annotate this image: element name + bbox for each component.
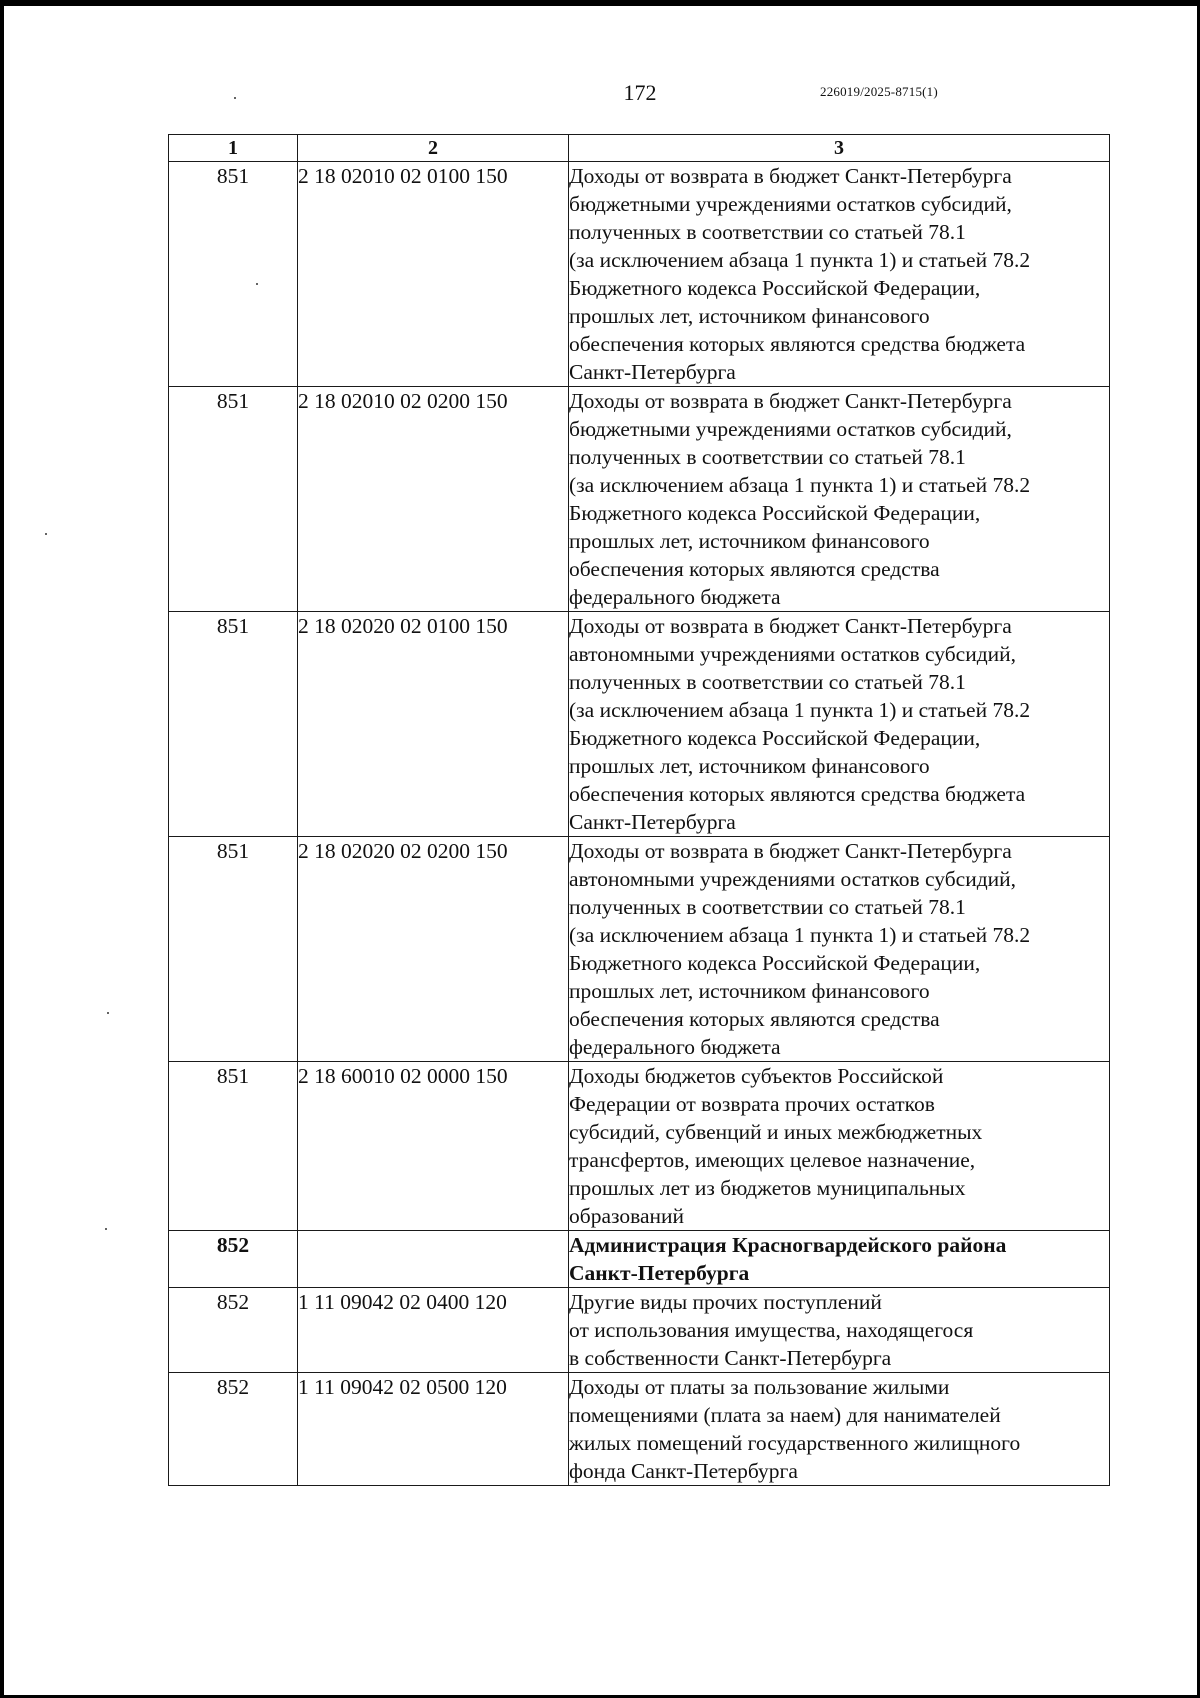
income-code-cell: 2 18 02020 02 0100 150 [298,612,569,837]
description-line: помещениями (плата за наем) для нанимателей [569,1403,1001,1427]
description-line: полученных в соответствии со статьей 78.1 [569,220,966,244]
scan-speck [107,1012,109,1014]
document-id: 226019/2025-8715(1) [820,84,938,99]
description-cell [569,1062,1110,1231]
description-cell [569,1288,1110,1373]
description-line: обеспечения которых являются средства [569,1007,940,1031]
admin-code-cell: 851 [169,162,298,387]
description-line: Санкт-Петербурга [569,810,736,834]
description-cell [569,612,1110,837]
description-line: (за исключением абзаца 1 пункта 1) и статьей 78.2 [569,923,1031,947]
description-line: обеспечения которых являются средства бюджета [569,782,1026,806]
description-cell [569,162,1110,387]
admin-code-cell: 851 [169,612,298,837]
scan-speck [45,533,47,535]
description-cell [569,1373,1110,1486]
scan-speck [105,1228,107,1230]
page-number: 172 [623,80,657,105]
admin-code-cell: 851 [169,837,298,1062]
description-cell [569,1231,1110,1288]
income-code-cell: 2 18 02010 02 0200 150 [298,387,569,612]
description-cell [569,837,1110,1062]
description-line: Бюджетного кодекса Российской Федерации, [569,726,981,750]
description-line: жилых помещений государственного жилищного [569,1431,1021,1455]
table-row [169,837,1110,1062]
description-line: полученных в соответствии со статьей 78.1 [569,445,966,469]
description-line: прошлых лет, источником финансового [569,754,930,778]
table-row [169,1373,1110,1486]
description-line: прошлых лет, источником финансового [569,304,930,328]
income-code-cell: 2 18 60010 02 0000 150 [298,1062,569,1231]
table-header-row [169,135,1110,162]
admin-code-cell: 851 [169,1062,298,1231]
table-row [169,1288,1110,1373]
description-line: прошлых лет, источником финансового [569,529,930,553]
description-line: в собственности Санкт-Петербурга [569,1346,892,1370]
description-line: фонда Санкт-Петербурга [569,1459,798,1483]
description-line: обеспечения которых являются средства бюджета [569,332,1026,356]
description-line: федерального бюджета [569,585,781,609]
description-line: (за исключением абзаца 1 пункта 1) и статьей 78.2 [569,473,1031,497]
income-code-cell [298,1231,569,1288]
description-line: (за исключением абзаца 1 пункта 1) и статьей 78.2 [569,248,1031,272]
description-line: трансфертов, имеющих целевое назначение, [569,1148,976,1172]
description-line: федерального бюджета [569,1035,781,1059]
table-body [169,162,1110,1486]
admin-code-cell: 852 [169,1288,298,1373]
description-line: от использования имущества, находящегося [569,1318,974,1342]
description-line: полученных в соответствии со статьей 78.1 [569,670,966,694]
scan-speck [234,97,236,99]
description-line: Доходы от возврата в бюджет Санкт-Петербурга [569,389,1012,413]
income-code-cell: 2 18 02020 02 0200 150 [298,837,569,1062]
description-line: Санкт-Петербурга [569,1261,750,1285]
income-code-cell: 1 11 09042 02 0500 120 [298,1373,569,1486]
description-line: Бюджетного кодекса Российской Федерации, [569,501,981,525]
description-line: автономными учреждениями остатков субсидий, [569,642,1017,666]
description-line: образований [569,1204,685,1228]
table-row [169,1062,1110,1231]
table-row [169,387,1110,612]
description-line: прошлых лет из бюджетов муниципальных [569,1176,966,1200]
budget-income-table [168,134,1110,1486]
admin-code-cell: 851 [169,387,298,612]
description-line: Администрация Красногвардейского района [569,1233,1007,1257]
income-code-cell: 2 18 02010 02 0100 150 [298,162,569,387]
description-line: Доходы от платы за пользование жилыми [569,1375,950,1399]
description-line: прошлых лет, источником финансового [569,979,930,1003]
description-line: бюджетными учреждениями остатков субсидий, [569,192,1012,216]
admin-code-cell: 852 [169,1373,298,1486]
table-row [169,162,1110,387]
description-line: Санкт-Петербурга [569,360,736,384]
description-line: Другие виды прочих поступлений [569,1290,882,1314]
column-header: 2 [298,135,569,162]
column-header: 1 [169,135,298,162]
admin-code-cell: 852 [169,1231,298,1288]
description-line: Доходы от возврата в бюджет Санкт-Петербурга [569,614,1012,638]
table-row [169,612,1110,837]
description-line: Доходы от возврата в бюджет Санкт-Петербурга [569,839,1012,863]
description-line: Бюджетного кодекса Российской Федерации, [569,276,981,300]
description-line: автономными учреждениями остатков субсидий, [569,867,1017,891]
description-line: Бюджетного кодекса Российской Федерации, [569,951,981,975]
description-line: бюджетными учреждениями остатков субсидий, [569,417,1012,441]
description-line: субсидий, субвенций и иных межбюджетных [569,1120,983,1144]
description-cell [569,387,1110,612]
description-line: полученных в соответствии со статьей 78.1 [569,895,966,919]
description-line: Доходы от возврата в бюджет Санкт-Петербурга [569,164,1012,188]
column-header: 3 [569,135,1110,162]
description-line: Доходы бюджетов субъектов Российской [569,1064,944,1088]
table-row [169,1231,1110,1288]
income-code-cell: 1 11 09042 02 0400 120 [298,1288,569,1373]
description-line: (за исключением абзаца 1 пункта 1) и статьей 78.2 [569,698,1031,722]
description-line: обеспечения которых являются средства [569,557,940,581]
description-line: Федерации от возврата прочих остатков [569,1092,935,1116]
